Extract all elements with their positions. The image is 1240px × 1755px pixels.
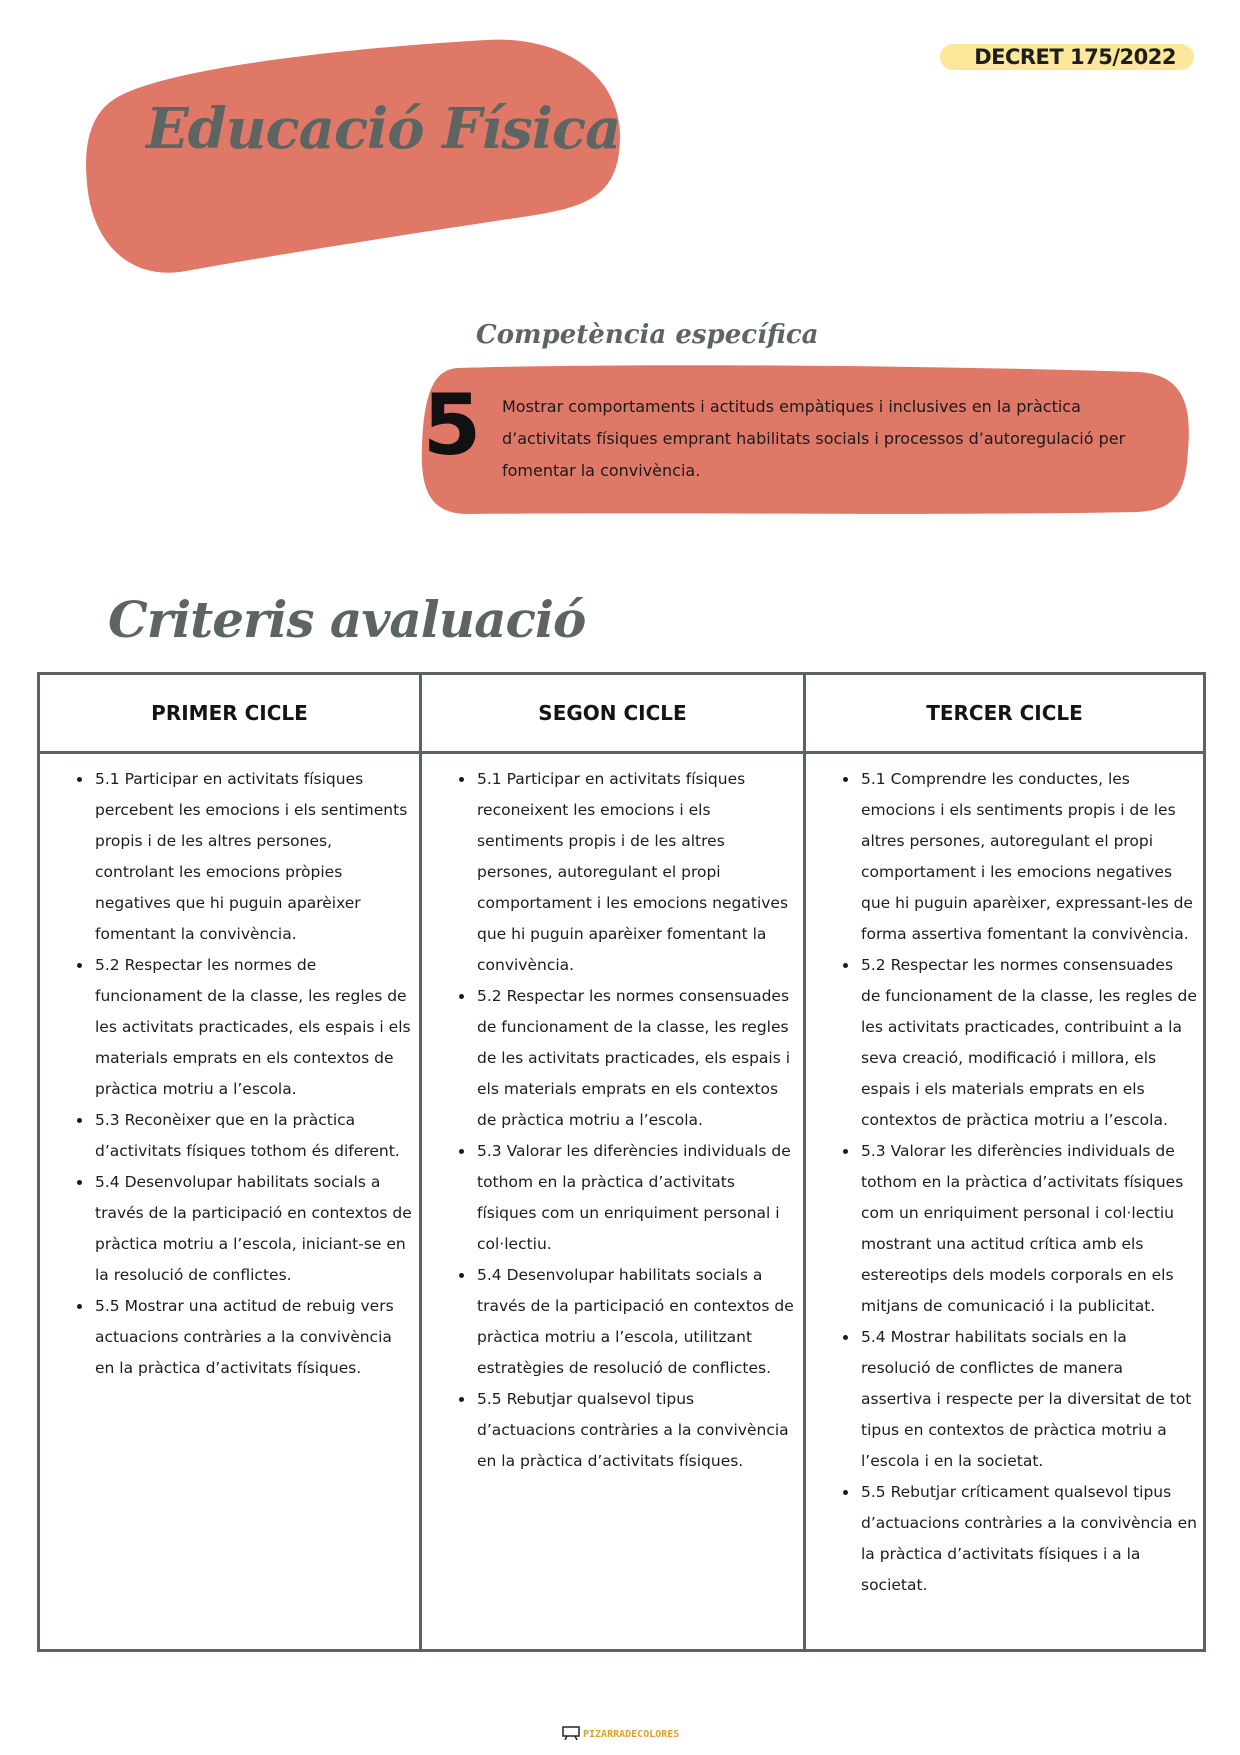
list-item: • 5.4 Mostrar habilitats socials en la resolució de conflictes de manera assertiva i respecte per la diversitat de tot tipus en contextos de pràctica motriu a l’escola i en la societat. [859, 1322, 1197, 1477]
list-item: • 5.2 Respectar les normes consensuades de funcionament de la classe, les regles de les activitats practicades, els espais i els materials emprats en els contextos de pràctica motriu a l’escola. [475, 981, 797, 1136]
list-item: • 5.4 Desenvolupar habilitats socials a través de la participació en contextos de pràctica motriu a l’escola, iniciant-se en la resolució de conflictes. [93, 1167, 413, 1291]
competence-description: Mostrar comportaments i actituds empàtiques i inclusives en la pràctica d’activitats físiques emprant habilitats socials i processos d’autoregulació per fomentar la convivència. [502, 397, 1126, 480]
list-item: • 5.5 Rebutjar qualsevol tipus d’actuacions contràries a la convivència en la pràctica d’activitats físiques. [475, 1384, 797, 1477]
list-item: • 5.3 Reconèixer que en la pràctica d’activitats físiques tothom és diferent. [93, 1105, 413, 1167]
title-blob [86, 38, 624, 274]
column-segon-cicle [421, 753, 805, 1651]
list-item: • 5.3 Valorar les diferències individuals de tothom en la pràctica d’activitats físiques com un enriquiment personal i col·lectiu. [475, 1136, 797, 1260]
list-item: • 5.1 Participar en activitats físiques percebent les emocions i els sentiments propis i de les altres persones, controlant les emocions pròpies negatives que hi puguin aparèixer fomentant la convivència. [93, 764, 413, 950]
list-item: • 5.4 Desenvolupar habilitats socials a través de la participació en contextos de pràctica motriu a l’escola, utilitzant estratègies de resolució de conflictes. [475, 1260, 797, 1384]
list-item: • 5.5 Rebutjar críticament qualsevol tipus d’actuacions contràries a la convivència en la pràctica d’activitats físiques i a la societat. [859, 1477, 1197, 1601]
criteria-header-row [39, 674, 1205, 753]
column-tercer-cicle [805, 753, 1205, 1651]
criteria-list [40, 764, 413, 1384]
list-item: • 5.1 Comprendre les conductes, les emocions i els sentiments propis i de les altres persones, autoregulant el propi comportament i les emocions negatives que hi puguin aparèixer, expressant-les de forma assertiva fomentant la convivència. [859, 764, 1197, 950]
board-icon [562, 1725, 580, 1744]
column-header-tercer-cicle: TERCER CICLE [805, 674, 1205, 753]
column-primer-cicle [39, 753, 421, 1651]
footer-logo [562, 1726, 679, 1742]
list-item: • 5.3 Valorar les diferències individuals de tothom en la pràctica d’activitats físiques com un enriquiment personal i col·lectiu mostrant una actitud crítica amb els estereotips dels models corporals en els mitjans de comunicació i la publicitat. [859, 1136, 1197, 1322]
competence-number: 5 [422, 376, 482, 474]
list-item: • 5.1 Participar en activitats físiques reconeixent les emocions i els sentiments propis i de les altres persones, autoregulant el propi comportament i les emocions negatives que hi puguin aparèixer fomentant la convivència. [475, 764, 797, 981]
criteria-body-row [39, 753, 1205, 1651]
footer-logo-text: PIZARRADECOLORES [583, 1728, 680, 1740]
column-header-primer-cicle: PRIMER CICLE [39, 674, 421, 753]
decree-badge: DECRET 175/2022 [940, 44, 1194, 70]
column-header-segon-cicle: SEGON CICLE [421, 674, 805, 753]
criteria-list [806, 764, 1197, 1601]
page-title: Educació Física [146, 96, 621, 162]
criteria-title: Criteris avaluació [108, 590, 586, 649]
list-item: • 5.5 Mostrar una actitud de rebuig vers actuacions contràries a la convivència en la pràctica d’activitats físiques. [93, 1291, 413, 1384]
competence-label: Competència específica [476, 320, 819, 350]
criteria-table [37, 672, 1206, 1652]
criteria-list [422, 764, 797, 1477]
list-item: • 5.2 Respectar les normes consensuades de funcionament de la classe, les regles de les activitats practicades, contribuint a la seva creació, modificació i millora, els espais i els materials emprats en els contextos de pràctica motriu a l’escola. [859, 950, 1197, 1136]
list-item: • 5.2 Respectar les normes de funcionament de la classe, les regles de les activitats practicades, els espais i els materials emprats en els contextos de pràctica motriu a l’escola. [93, 950, 413, 1105]
